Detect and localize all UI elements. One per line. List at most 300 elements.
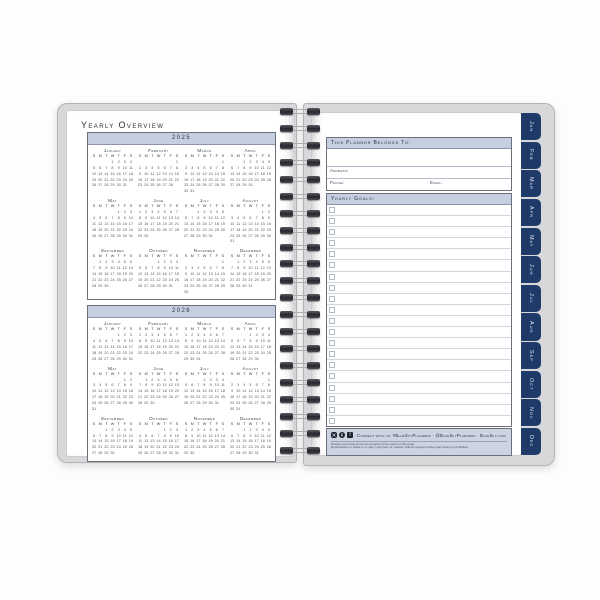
day-number: 24	[229, 233, 235, 238]
day-number: 28	[220, 350, 226, 355]
day-number: 5	[129, 427, 132, 432]
day-number: 29	[144, 401, 149, 405]
month-grid	[229, 204, 272, 245]
day-number: 27	[214, 350, 219, 355]
day-number: 13	[128, 266, 134, 270]
weekday-letter: T	[209, 327, 212, 332]
day-number: 13	[98, 171, 103, 176]
weekday-letter: S	[230, 371, 234, 376]
wire-loop	[277, 362, 323, 369]
day-number: 14	[220, 433, 226, 438]
wire-right-coil	[307, 125, 320, 132]
day-number: 14	[229, 271, 235, 276]
weekday-letter: T	[255, 421, 258, 426]
day-number: 19	[137, 277, 143, 282]
day-number: 6	[175, 377, 178, 382]
day-number: 6	[231, 433, 234, 438]
day-number: 25	[174, 277, 180, 282]
day-number: 27	[190, 401, 195, 405]
day-number: 13	[150, 439, 155, 444]
day-number: 13	[254, 389, 259, 394]
day-number: 18	[174, 271, 180, 276]
day-number: 3	[197, 427, 200, 432]
day-number: 25	[156, 350, 161, 355]
wire-right-coil	[307, 311, 320, 318]
day-number: 11	[254, 266, 259, 270]
day-number: 19	[208, 439, 213, 444]
day-number: 10	[196, 339, 201, 344]
day-number: 6	[93, 433, 96, 438]
weekday-letter: T	[243, 327, 246, 332]
day-number: 27	[168, 227, 173, 232]
day-number: 20	[183, 227, 189, 232]
weekday-letter: F	[261, 154, 264, 158]
day-number: 25	[254, 277, 259, 282]
day-number: 16	[229, 395, 235, 400]
day-number: 11	[242, 389, 247, 394]
day-number: 15	[162, 439, 167, 444]
day-number: 2	[203, 210, 206, 214]
goal-line	[327, 405, 511, 416]
weekday-letter: T	[163, 254, 166, 259]
month-grid	[183, 154, 226, 195]
day-number: 29	[137, 233, 143, 238]
wire-right-coil	[307, 159, 320, 166]
month-october-2026	[137, 416, 180, 457]
wire-right-coil	[307, 227, 320, 234]
day-number: 2	[255, 333, 258, 338]
day-number: 1	[123, 377, 126, 382]
weekday-letter: W	[156, 371, 161, 376]
day-number: 19	[248, 395, 253, 400]
day-number: 15	[236, 271, 241, 276]
month-grid	[183, 327, 226, 362]
month-name: October	[149, 415, 168, 421]
weekday-letter: W	[156, 154, 161, 158]
day-number: 20	[266, 271, 272, 276]
day-number: 12	[162, 339, 167, 344]
day-number: 1	[267, 377, 270, 382]
day-number: 24	[208, 227, 213, 232]
month-march-2026	[183, 321, 226, 362]
day-number: 26	[266, 177, 272, 182]
tab-label: Oct	[528, 378, 534, 391]
instagram-icon	[331, 432, 337, 438]
instagram-lens	[332, 433, 336, 437]
day-number: 9	[255, 339, 258, 344]
weekday-letter: F	[169, 204, 172, 209]
day-number: 28	[214, 283, 219, 288]
day-number: 13	[162, 171, 167, 176]
day-number: 25	[202, 445, 207, 450]
day-number: 2	[145, 333, 148, 338]
weekday-letter: T	[151, 421, 154, 426]
day-number: 14	[156, 439, 161, 444]
weekday-letter: M	[98, 421, 102, 426]
day-number: 3	[231, 215, 234, 220]
day-number: 12	[98, 345, 103, 349]
day-number: 24	[168, 277, 173, 282]
day-number: 22	[137, 227, 143, 232]
day-number: 25	[91, 233, 97, 238]
day-number: 28	[91, 283, 97, 288]
day-number: 12	[266, 165, 272, 170]
weekday-letter: W	[110, 204, 115, 209]
weekday-letter: F	[169, 421, 172, 426]
legal-line-1: Designs and artwork are the property of the owner of this page.	[331, 442, 415, 446]
day-number: 26	[128, 445, 134, 450]
goal-line	[327, 316, 511, 327]
weekday-letter: S	[267, 204, 271, 209]
day-number: 13	[236, 345, 241, 349]
wire-loop	[277, 176, 323, 183]
day-number: 17	[260, 345, 265, 349]
day-number: 31	[236, 406, 241, 411]
month-october-2025	[137, 248, 180, 295]
weekday-letter: T	[163, 154, 166, 158]
day-number: 14	[104, 171, 109, 176]
day-number: 18	[156, 221, 161, 226]
day-number: 2	[267, 210, 270, 214]
day-number: 6	[191, 383, 194, 388]
day-number: 7	[237, 433, 240, 438]
weekday-letter: T	[243, 204, 246, 209]
day-number: 1	[237, 260, 240, 265]
day-number: 18	[196, 177, 201, 182]
day-number: 2	[249, 159, 252, 164]
month-grid	[229, 154, 272, 189]
day-number: 20	[174, 389, 180, 394]
day-number: 16	[122, 221, 127, 226]
weekday-letter: T	[197, 327, 200, 332]
day-number: 27	[128, 277, 134, 282]
tab-dec	[521, 428, 541, 455]
day-number: 5	[105, 383, 108, 388]
month-august-2025	[229, 198, 272, 245]
day-number: 31	[214, 401, 219, 405]
day-number: 18	[128, 171, 134, 176]
day-number: 18	[91, 350, 97, 355]
day-number: 28	[110, 356, 115, 361]
belongs-section	[326, 137, 512, 191]
day-number: 16	[190, 439, 195, 444]
month-name: September	[100, 248, 125, 254]
day-number: 27	[174, 395, 180, 400]
weekday-letter: S	[221, 154, 225, 158]
day-number: 16	[144, 345, 149, 349]
day-number: 5	[243, 215, 246, 220]
day-number: 7	[99, 433, 102, 438]
day-number: 22	[116, 350, 121, 355]
weekday-letter: T	[117, 371, 120, 376]
day-number: 18	[116, 271, 121, 276]
tab-jun	[521, 256, 541, 283]
day-number: 19	[266, 439, 272, 444]
weekday-letter: M	[236, 371, 240, 376]
day-number: 11	[260, 433, 265, 438]
weekday-letter: S	[230, 327, 234, 332]
day-number: 22	[122, 395, 127, 400]
day-number: 24	[196, 445, 201, 450]
weekday-letter: T	[255, 371, 258, 376]
tab-feb	[521, 142, 541, 169]
year-calendars	[87, 132, 276, 467]
day-number: 8	[99, 266, 102, 270]
day-number: 26	[144, 451, 149, 456]
wire-loop	[277, 311, 323, 318]
day-number: 25	[156, 227, 161, 232]
day-number: 3	[169, 260, 172, 265]
day-number: 8	[243, 165, 246, 170]
day-number: 4	[197, 266, 200, 270]
day-number: 17	[128, 221, 134, 226]
wire-right-coil	[307, 193, 320, 200]
day-number: 30	[248, 183, 253, 188]
goal-checkbox	[329, 318, 335, 324]
day-number: 6	[249, 215, 252, 220]
day-number: 4	[243, 383, 246, 388]
month-name: June	[153, 198, 164, 204]
month-march-2025	[183, 148, 226, 195]
day-number: 10	[110, 266, 115, 270]
day-number: 13	[144, 271, 149, 276]
day-number: 14	[242, 345, 247, 349]
day-number: 29	[202, 401, 207, 405]
day-number: 10	[254, 165, 259, 170]
day-number: 26	[168, 395, 173, 400]
weekday-letter: F	[123, 421, 126, 426]
day-number: 19	[266, 171, 272, 176]
day-number: 27	[183, 233, 189, 238]
weekday-letter: M	[144, 371, 148, 376]
weekday-letter: W	[110, 371, 115, 376]
day-number: 28	[168, 183, 173, 188]
day-number: 7	[175, 333, 178, 338]
day-number: 23	[137, 183, 143, 188]
weekday-letter: M	[190, 421, 194, 426]
weekday-letter: T	[197, 204, 200, 209]
wire-loop	[277, 193, 323, 200]
wire-left-coil	[280, 311, 293, 318]
day-number: 1	[249, 333, 252, 338]
day-number: 10	[248, 266, 253, 270]
month-january-2025	[91, 148, 134, 195]
tab-label: Mar	[528, 177, 534, 191]
day-number: 9	[111, 433, 114, 438]
day-number: 22	[196, 227, 201, 232]
day-number: 22	[174, 177, 180, 182]
day-number: 14	[214, 171, 219, 176]
tab-aug	[521, 313, 541, 340]
day-number: 13	[214, 339, 219, 344]
day-number: 23	[254, 350, 259, 355]
goal-checkbox	[329, 385, 335, 391]
day-number: 25	[260, 177, 265, 182]
day-number: 18	[196, 277, 201, 282]
day-number: 12	[208, 339, 213, 344]
weekday-letter: S	[138, 154, 142, 158]
day-number: 28	[174, 350, 180, 355]
day-number: 19	[208, 345, 213, 349]
day-number: 15	[116, 345, 121, 349]
day-number: 5	[93, 165, 96, 170]
day-number: 5	[221, 210, 224, 214]
weekday-letter: S	[184, 421, 188, 426]
day-number: 25	[162, 395, 167, 400]
day-number: 10	[174, 433, 180, 438]
day-number: 18	[260, 439, 265, 444]
day-number: 25	[196, 183, 201, 188]
goal-checkbox	[329, 285, 335, 291]
weekday-letter: M	[190, 327, 194, 332]
month-name: January	[103, 148, 122, 153]
day-number: 7	[243, 339, 246, 344]
day-number: 10	[260, 339, 265, 344]
day-number: 30	[110, 451, 115, 456]
weekday-letter: W	[248, 327, 253, 332]
day-number: 17	[208, 221, 213, 226]
day-number: 12	[202, 271, 207, 276]
day-number: 9	[129, 383, 132, 388]
wire-loop	[277, 294, 323, 301]
day-number: 26	[162, 350, 167, 355]
day-number: 15	[144, 389, 149, 394]
weekday-letter: T	[117, 154, 120, 158]
month-december-2026	[229, 416, 272, 457]
weekday-letter: S	[138, 327, 142, 332]
wire-left-coil	[280, 244, 293, 251]
day-number: 13	[208, 271, 213, 276]
day-number: 5	[169, 377, 172, 382]
day-number: 1	[157, 260, 160, 265]
day-number: 8	[157, 266, 160, 270]
day-number: 30	[104, 283, 109, 288]
weekday-letter: S	[221, 371, 225, 376]
day-number: 14	[254, 221, 259, 226]
day-number: 25	[260, 445, 265, 450]
day-number: 24	[128, 227, 134, 232]
day-number: 31	[168, 283, 173, 288]
day-number: 13	[104, 345, 109, 349]
wire-left-coil	[280, 142, 293, 149]
day-number: 4	[157, 333, 160, 338]
weekday-letter: W	[110, 421, 115, 426]
month-september-2026	[91, 416, 134, 457]
day-number: 9	[203, 215, 206, 220]
day-number: 12	[98, 221, 103, 226]
day-number: 21	[168, 177, 173, 182]
goal-line	[327, 394, 511, 405]
month-july-2026	[183, 366, 226, 413]
day-number: 10	[144, 171, 149, 176]
day-number: 26	[162, 227, 167, 232]
day-number: 20	[162, 177, 167, 182]
day-number: 20	[254, 395, 259, 400]
day-number: 17	[144, 177, 149, 182]
day-number: 8	[123, 383, 126, 388]
weekday-letter: M	[98, 371, 102, 376]
day-number: 12	[156, 171, 161, 176]
wire-left-coil	[280, 447, 293, 454]
month-december-2025	[229, 248, 272, 295]
day-number: 3	[117, 427, 120, 432]
day-number: 20	[104, 350, 109, 355]
weekday-letter: S	[175, 204, 179, 209]
goal-line	[327, 227, 511, 238]
day-number: 14	[137, 389, 143, 394]
day-number: 25	[150, 183, 155, 188]
weekday-letter: S	[138, 204, 142, 209]
tab-jan	[521, 113, 541, 140]
day-number: 19	[162, 345, 167, 349]
day-number: 18	[236, 227, 241, 232]
day-number: 24	[196, 350, 201, 355]
weekday-letter: T	[255, 154, 258, 158]
day-number: 16	[242, 271, 247, 276]
weekday-letter: S	[92, 204, 96, 209]
day-number: 24	[116, 445, 121, 450]
weekday-letter: M	[190, 204, 194, 209]
weekday-letter: W	[202, 204, 207, 209]
day-number: 13	[229, 439, 235, 444]
day-number: 10	[128, 339, 134, 344]
wire-left-coil	[280, 396, 293, 403]
day-number: 5	[157, 165, 160, 170]
day-number: 8	[221, 266, 224, 270]
weekday-letter: T	[117, 204, 120, 209]
wire-right-coil	[307, 447, 320, 454]
month-name: August	[242, 365, 259, 371]
day-number: 11	[214, 215, 219, 220]
day-number: 21	[98, 445, 103, 450]
day-number: 31	[190, 189, 195, 194]
weekday-letter: T	[151, 254, 154, 259]
day-number: 10	[196, 433, 201, 438]
month-may-2025	[91, 198, 134, 245]
day-number: 16	[183, 277, 189, 282]
tab-nov	[521, 399, 541, 426]
day-number: 17	[110, 271, 115, 276]
weekday-letter: S	[221, 327, 225, 332]
day-number: 16	[208, 389, 213, 394]
day-number: 12	[104, 389, 109, 394]
day-number: 23	[208, 395, 213, 400]
email-label: Email:	[430, 180, 443, 185]
day-number: 8	[185, 339, 188, 344]
day-number: 3	[237, 383, 240, 388]
day-number: 4	[93, 215, 96, 220]
day-number: 3	[129, 210, 132, 214]
day-number: 26	[260, 277, 265, 282]
month-name: May	[108, 365, 117, 371]
month-name: December	[239, 248, 262, 254]
month-grid	[91, 154, 134, 189]
day-number: 17	[168, 271, 173, 276]
day-number: 5	[123, 260, 126, 265]
day-number: 12	[144, 439, 149, 444]
weekday-letter: W	[156, 254, 161, 259]
month-name: September	[100, 415, 125, 421]
wire-loop	[277, 379, 323, 386]
weekday-letter: S	[129, 254, 133, 259]
day-number: 28	[98, 451, 103, 456]
day-number: 23	[150, 395, 155, 400]
day-number: 6	[129, 260, 132, 265]
weekday-letter: F	[169, 154, 172, 158]
wire-left-coil	[280, 108, 293, 115]
day-number: 21	[156, 445, 161, 450]
weekday-letter: T	[151, 371, 154, 376]
